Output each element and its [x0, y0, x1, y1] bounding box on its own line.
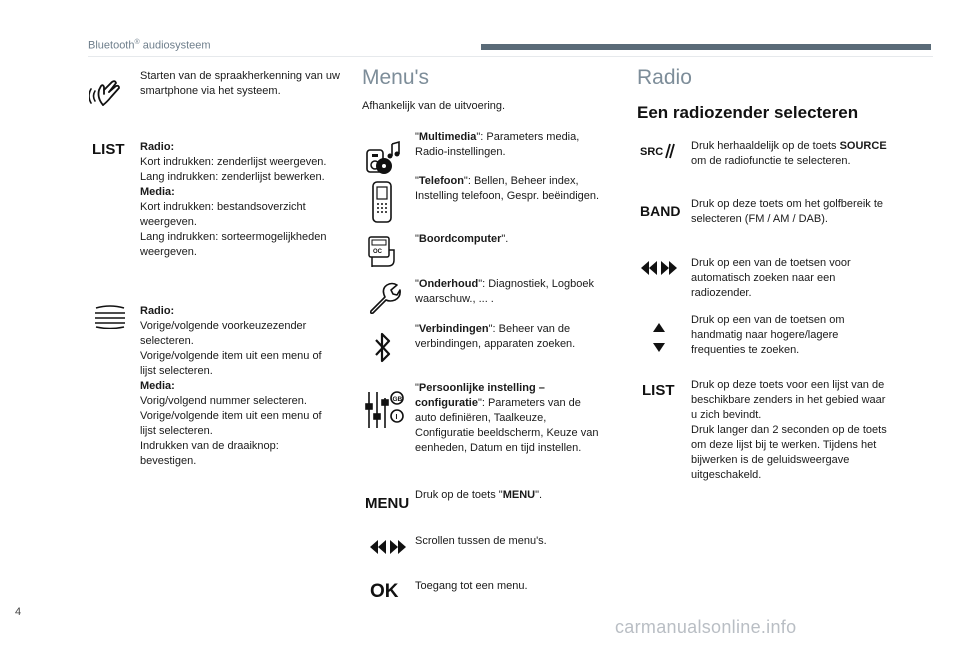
settings-sliders-icon	[365, 390, 407, 435]
svg-text:I: I	[395, 414, 398, 421]
manual-tuning-description: Druk op een van de toetsen om handmatig naar hogere/lagere frequenties te zoeken.	[691, 314, 845, 356]
band-description: Druk op deze toets om het golfbereik te selecteren (FM / AM / DAB).	[691, 198, 883, 225]
page-header-title: Bluetooth® audiosysteem	[88, 39, 211, 52]
voice-recognition-text: Starten van de spraakherkenning van uw smartphone via het systeem.	[140, 70, 340, 97]
band-button-icon: BAND	[640, 203, 681, 219]
svg-text:SRC: SRC	[640, 146, 664, 158]
ok-button-text: Toegang tot een menu.	[415, 580, 528, 592]
source-description: Druk herhaaldelijk op de toets SOURCE om de radiofunctie te selecteren.	[691, 140, 887, 167]
list-button-icon: LIST	[92, 141, 125, 158]
menu-button-text: Druk op de toets "MENU".	[415, 489, 543, 501]
radio-list-description: Druk op deze toets voor een lijst van de beschikbare zenders in het gebied waar u zich bevindt. Druk langer dan 2 seconden op de toets om deze lijst bij te werken. Tijdens het bijwerken is de geluidsweergave uitgeschakeld.	[691, 379, 887, 481]
onboard-computer-icon	[368, 236, 398, 275]
menu-item-verbindingen: "Verbindingen": Beheer van de verbindingen, apparaten zoeken.	[415, 323, 576, 350]
menus-intro: Afhankelijk van de uitvoering.	[362, 100, 506, 112]
ok-button-icon: OK	[370, 581, 399, 602]
menu-item-persoonlijke-instelling: "Persoonlijke instelling – configuratie": Parameters van de auto definiëren, Taalkeuze, Configuratie beeldscherm, Keuze van eenheden, Datum en tijd instellen.	[415, 382, 599, 454]
page-number: 4	[15, 606, 22, 618]
menu-button-icon: MENU	[365, 495, 410, 512]
thumbwheel-icon	[94, 305, 126, 329]
radio-subtitle: Een radiozender selecteren	[637, 103, 859, 122]
radio-seek-arrows-icon	[639, 261, 679, 280]
radio-section-title: Radio	[637, 66, 692, 89]
list-description: Radio: Kort indrukken: zenderlijst weergeven. Lang indrukken: zenderlijst bewerken. Media: Kort indrukken: bestandsoverzicht weergeven. Lang indrukken: sorteermogelijkheden weergeven.	[140, 141, 327, 258]
menus-section-title: Menu's	[362, 66, 430, 89]
phone-icon	[371, 181, 393, 228]
radio-list-button-icon: LIST	[642, 382, 675, 399]
menu-item-telefoon: "Telefoon": Bellen, Beheer index, Instelling telefoon, Gespr. beëindigen.	[415, 175, 600, 202]
header-rule	[88, 56, 933, 57]
voice-recognition-icon	[89, 78, 125, 108]
watermark: carmanualsonline.info	[615, 617, 797, 637]
seek-arrows-icon	[368, 540, 408, 559]
bluetooth-icon	[374, 331, 392, 370]
menu-item-multimedia: "Multimedia": Parameters media, Radio-instellingen.	[415, 131, 580, 158]
onboard-computer-icon-label: OC	[373, 249, 382, 255]
menu-item-onderhoud: "Onderhoud": Diagnostiek, Logboek waarschuw., ... .	[415, 278, 594, 305]
svg-text:GB: GB	[392, 396, 403, 403]
menu-item-boordcomputer: "Boordcomputer".	[415, 233, 509, 245]
header-bar	[481, 44, 931, 50]
seek-description: Druk op een van de toetsen voor automatisch zoeken naar een radiozender.	[691, 257, 851, 299]
scroll-menus-text: Scrollen tussen de menu's.	[415, 535, 547, 547]
thumbwheel-description: Radio: Vorige/volgende voorkeuzezender selecteren. Vorige/volgende item uit een menu of lijst selecteren. Media: Vorig/volgend nummer selecteren. Vorige/volgende item uit een menu of lijst selecteren. Indrukken van de draaiknop: bevestigen.	[140, 305, 322, 467]
source-button-icon	[640, 142, 676, 165]
wrench-icon	[367, 281, 401, 320]
up-down-arrows-icon	[652, 323, 666, 358]
multimedia-icon	[365, 138, 405, 183]
